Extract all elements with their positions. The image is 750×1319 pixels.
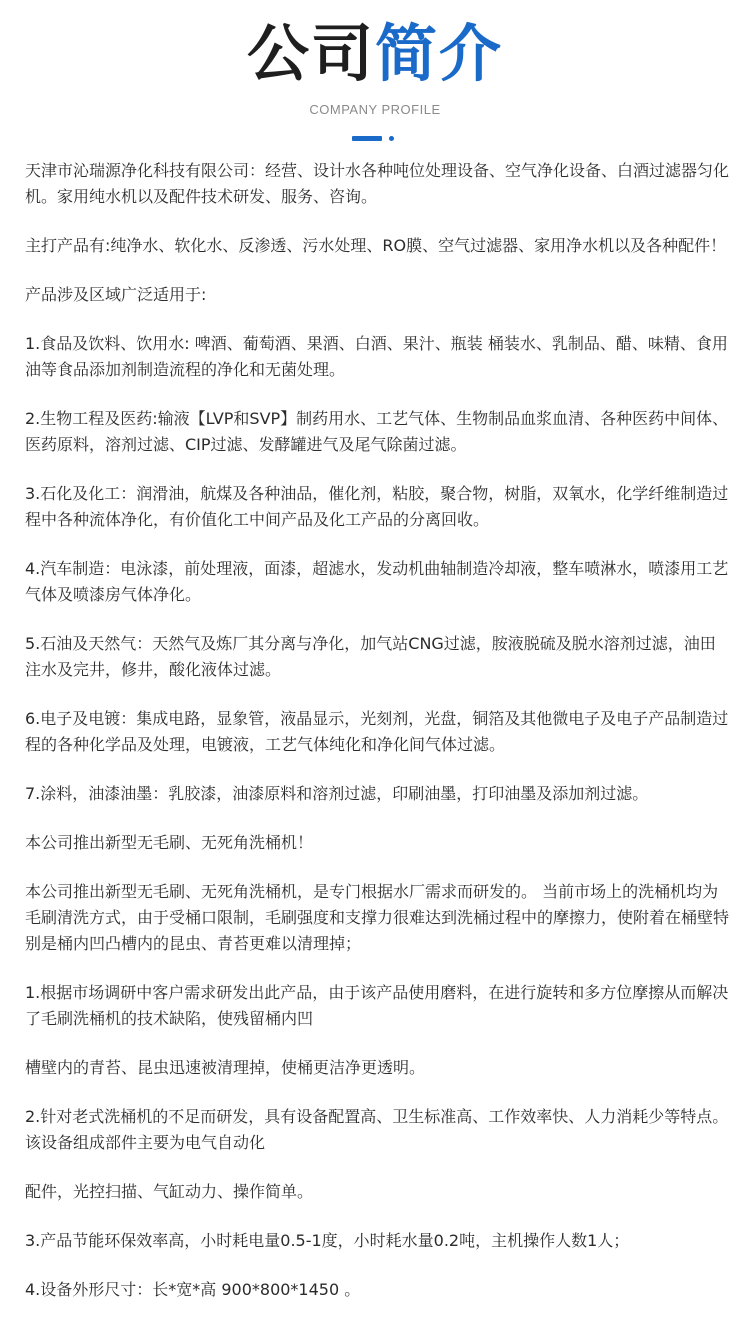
product-description: 本公司推出新型无毛刷、无死角洗桶机，是专门根据水厂需求而研发的。 当前市场上的洗桶机均为毛刷清洗方式，由于受桶口限制，毛刷强度和支撑力很难达到洗桶过程中的摩擦力，使附着在桶壁特别是桶内凹凸槽内的昆虫、青苔更难以清理掉； bbox=[25, 882, 730, 953]
application-item-food: 1.食品及饮料、饮用水: 啤酒、葡萄酒、果酒、白酒、果汁、瓶装 桶装水、乳制品、醋、味精、食用油等食品添加剂制造流程的净化和无菌处理。 bbox=[25, 334, 728, 379]
main-products-paragraph: 主打产品有:纯净水、软化水、反渗透、污水处理、RO膜、空气过滤器、家用净水机以及各种配件！ bbox=[25, 236, 727, 255]
intro-paragraph: 天津市沁瑞源净化科技有限公司：经营、设计水各种吨位处理设备、空气净化设备、白酒过滤器匀化机。家用纯水机以及配件技术研发、服务、咨询。 bbox=[25, 161, 730, 206]
application-item-oil-gas: 5.石油及天然气：天然气及炼厂其分离与净化，加气站CNG过滤，胺液脱硫及脱水溶剂过滤，油田注水及完井，修井，酸化液体过滤。 bbox=[25, 634, 716, 679]
page-header bbox=[0, 0, 750, 150]
product-announcement: 本公司推出新型无毛刷、无死角洗桶机！ bbox=[25, 833, 314, 852]
title-divider bbox=[352, 136, 397, 141]
feature-item-2: 2.针对老式洗桶机的不足而研发，具有设备配置高、卫生标准高、工作效率快、人力消耗少等特点。该设备组成部件主要为电气自动化 bbox=[25, 1107, 729, 1152]
feature-item-4: 4.设备外形尺寸：长*宽*高 900*800*1450 。 bbox=[25, 1280, 361, 1299]
application-item-automotive: 4.汽车制造：电泳漆，前处理液，面漆，超滤水，发动机曲轴制造冷却液，整车喷淋水，喷漆用工艺气体及喷漆房气体净化。 bbox=[25, 559, 729, 604]
divider-dot bbox=[389, 136, 394, 141]
application-item-electronics: 6.电子及电镀：集成电路，显象管，液晶显示，光刻剂，光盘，铜箔及其他微电子及电子产品制造过程的各种化学品及处理，电镀液，工艺气体纯化和净化间气体过滤。 bbox=[25, 709, 729, 754]
title-part-dark: 公司 bbox=[246, 17, 375, 90]
page-title bbox=[0, 14, 750, 94]
title-part-accent: 简介 bbox=[375, 17, 504, 90]
feature-item-1-continued: 槽壁内的青苔、昆虫迅速被清理掉，使桶更洁净更透明。 bbox=[25, 1058, 426, 1077]
feature-item-2-continued: 配件，光控扫描、气缸动力、操作简单。 bbox=[25, 1182, 314, 1201]
feature-item-1: 1.根据市场调研中客户需求研发出此产品，由于该产品使用磨料，在进行旋转和多方位摩擦从而解决了毛刷洗桶机的技术缺陷，使残留桶内凹 bbox=[25, 983, 729, 1028]
feature-item-3: 3.产品节能环保效率高，小时耗电量0.5-1度，小时耗水量0.2吨，主机操作人数1人； bbox=[25, 1231, 630, 1250]
application-areas-heading: 产品涉及区域广泛适用于: bbox=[25, 285, 207, 304]
application-item-coatings: 7.涂料，油漆油墨：乳胶漆，油漆原料和溶剂过滤，印刷油墨，打印油墨及添加剂过滤。 bbox=[25, 784, 649, 803]
divider-bar bbox=[352, 136, 382, 141]
application-item-chemical: 3.石化及化工：润滑油，航煤及各种油品，催化剂，粘胶，聚合物，树脂，双氧水，化学纤维制造过程中各种流体净化，有价值化工中间产品及化工产品的分离回收。 bbox=[25, 484, 729, 529]
page-subtitle: COMPANY PROFILE bbox=[309, 102, 441, 117]
company-profile-body bbox=[25, 158, 730, 1303]
application-item-pharma: 2.生物工程及医药:输液【LVP和SVP】制药用水、工艺气体、生物制品血浆血清、各种医药中间体、医药原料，溶剂过滤、CIP过滤、发酵罐进气及尾气除菌过滤。 bbox=[25, 409, 729, 454]
